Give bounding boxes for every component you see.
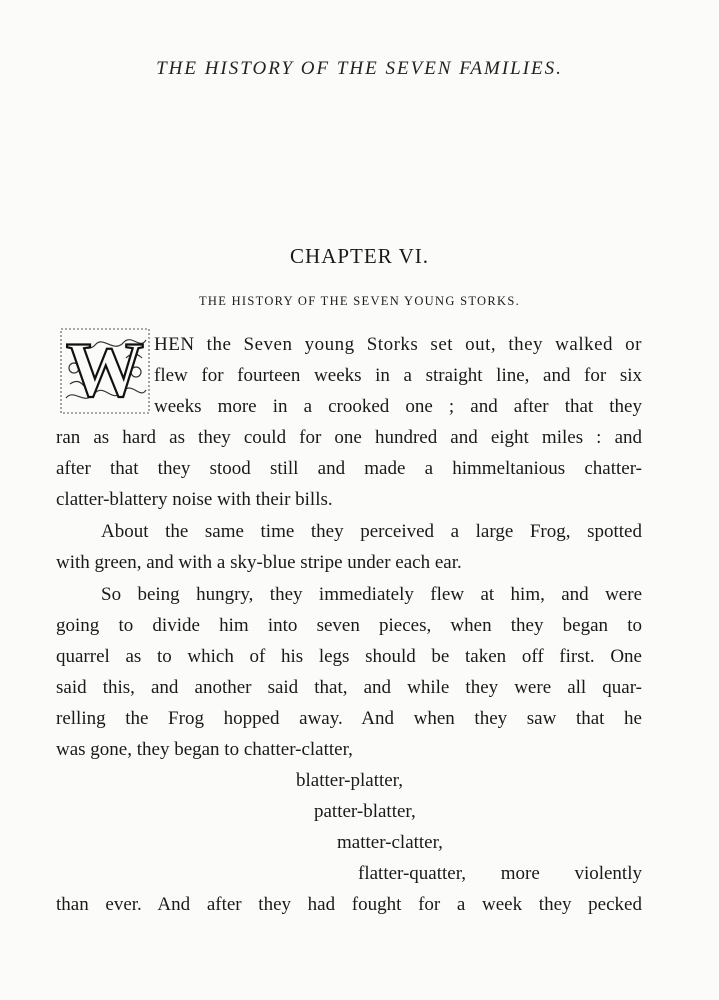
stanza-line: matter-clatter, xyxy=(337,832,443,853)
text-line: weeks more in a crooked one ; and after that they xyxy=(154,396,642,417)
text-line: So being hungry, they immediately flew at him, and were xyxy=(101,584,642,605)
stanza-line: flatter-quatter, more violently xyxy=(358,863,642,884)
chapter-title: CHAPTER VI. xyxy=(290,244,429,268)
text-line: relling the Frog hopped away. And when they saw that he xyxy=(56,708,642,729)
text-line: flew for fourteen weeks in a straight line, and for six xyxy=(154,365,642,386)
svg-text:W: W xyxy=(66,328,144,413)
text-line: ran as hard as they could for one hundred and eight miles : and xyxy=(56,427,642,448)
text-line: About the same time they perceived a large Frog, spotted xyxy=(101,521,642,542)
decorated-initial-w xyxy=(60,328,150,414)
stanza-line: blatter-platter, xyxy=(296,770,403,791)
chapter-subtitle: THE HISTORY OF THE SEVEN YOUNG STORKS. xyxy=(198,294,521,308)
running-head: THE HISTORY OF THE SEVEN FAMILIES. xyxy=(156,58,563,79)
text-line: than ever. And after they had fought for a week they pecked xyxy=(56,894,642,915)
text-line: clatter-blattery noise with their bills. xyxy=(56,489,333,510)
text-line: with green, and with a sky-blue stripe under each ear. xyxy=(56,552,462,573)
text-line: going to divide him into seven pieces, when they began to xyxy=(56,615,642,636)
text-line: quarrel as to which of his legs should be taken off first. One xyxy=(56,646,642,667)
stanza-line: patter-blatter, xyxy=(314,801,416,822)
text-line: HEN the Seven young Storks set out, they walked or xyxy=(154,334,642,355)
text-line: was gone, they began to chatter-clatter, xyxy=(56,739,353,760)
text-line: said this, and another said that, and while they were all quar- xyxy=(56,677,642,698)
text-line: after that they stood still and made a himmeltanious chatter- xyxy=(56,458,642,479)
